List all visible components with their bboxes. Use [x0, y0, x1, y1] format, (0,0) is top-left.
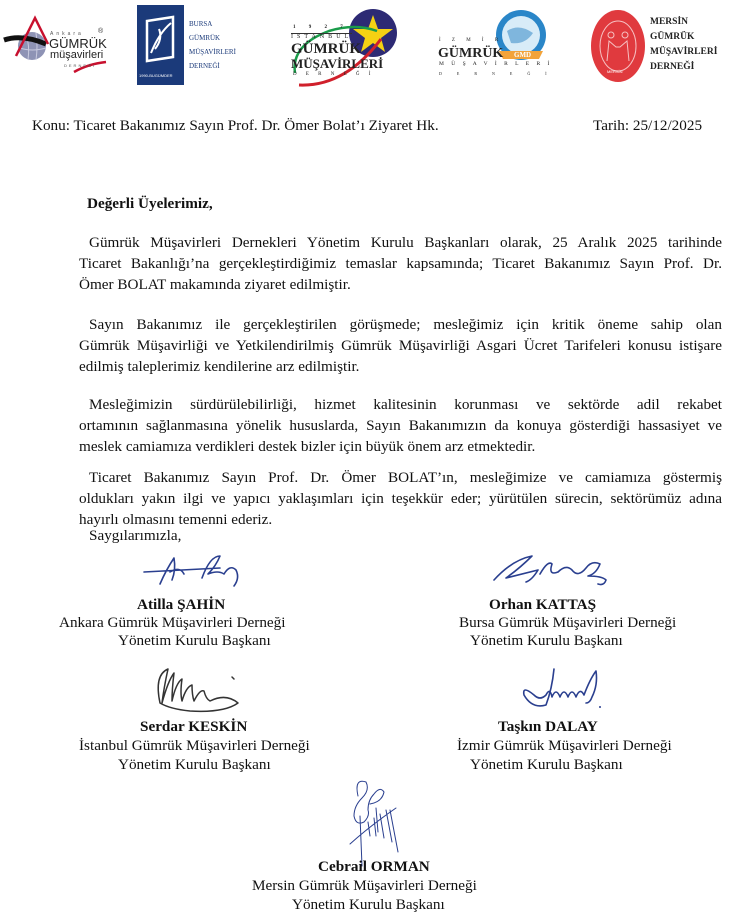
paragraph-4: [79, 467, 722, 530]
mersin-gmd-logo: [588, 5, 718, 87]
istanbul-logo-big: GÜMRÜK: [291, 41, 361, 57]
mersin-seal-icon: [588, 5, 652, 87]
istanbul-logo-city: İSTANBUL: [291, 34, 353, 40]
mersin-logo-line: GÜMRÜK: [650, 32, 695, 42]
signature-cebrail-orman: [340, 776, 420, 866]
paragraph-line: oldukları yakın ilgi ve yapıcı yaklaşımları için teşekkür eder; yürütülen sürecin, sektörümüz adına: [79, 490, 722, 507]
signatory-org: Mersin Gümrük Müşavirleri Derneği: [252, 877, 477, 894]
signatory-org: İzmir Gümrük Müşavirleri Derneği: [457, 737, 672, 754]
izmir-gmd-logo: [435, 5, 555, 87]
bursa-logo-line: MÜŞAVİRLERİ: [189, 48, 236, 56]
istanbul-logo-year: 1 9 2 7: [293, 25, 349, 30]
bursa-logo-box: [137, 5, 184, 85]
signatory-name: Serdar KESKİN: [140, 718, 248, 735]
paragraph-line: Mesleğimizin sürdürülebilirliği, hizmet kalitesinin korunması ve sektörde adil rekabet: [89, 396, 722, 413]
ankara-logo-reg: ®: [98, 28, 104, 35]
paragraph-line: Ticaret Bakanlığı’na gerçekleştirdiğimiz temaslar kapsamında; Ticaret Bakanımız Sayın Prof. Dr.: [79, 255, 722, 272]
istanbul-logo-tiny: D E R N E Ğ İ: [293, 72, 375, 77]
ankara-logo-small: Ankara: [50, 31, 84, 37]
signatory-title: Yönetim Kurulu Başkanı: [118, 756, 271, 773]
signature-taskin-dalay: [514, 665, 614, 715]
closing: Saygılarımızla,: [89, 527, 182, 544]
signatory-title: Yönetim Kurulu Başkanı: [292, 896, 445, 913]
signatory-org: İstanbul Gümrük Müşavirleri Derneği: [79, 737, 310, 754]
signature-atilla-sahin: [140, 550, 260, 590]
signatory-name: Cebrail ORMAN: [318, 858, 430, 875]
paragraph-line: ortamının sağlanmasına yönelik hususlarda, Sayın Bakanımızın da konuya gösterdiği hassasiyet ve: [79, 417, 722, 434]
izmir-logo-big: GÜMRÜK: [438, 46, 504, 61]
paragraph-line: Gümrük Müşavirleri Dernekleri Yönetim Kurulu Başkanları olarak, 25 Aralık 2025 tarihinde: [89, 234, 722, 251]
istanbul-gmd-logo: [285, 5, 405, 87]
izmir-logo-city: İ Z M İ R: [439, 38, 504, 43]
paragraph-line: Ömer BOLAT makamında ziyaret edilmiştir.: [79, 276, 351, 293]
istanbul-logo-mid: MÜŞAVİRLERİ: [291, 56, 384, 71]
paragraph-line: hayırlı olmasını temenni ederiz.: [79, 511, 273, 528]
paragraph-3: [79, 394, 722, 457]
bursa-logo-line: DERNEĞİ: [189, 62, 220, 70]
signatory-title: Yönetim Kurulu Başkanı: [470, 756, 623, 773]
signatory-name: Orhan KATTAŞ: [489, 596, 597, 613]
ankara-logo-tiny: DERNEĞİ: [64, 63, 97, 68]
mersin-logo-line: DERNEĞİ: [650, 62, 695, 72]
mersin-logo-line: MERSİN: [650, 17, 689, 27]
bursa-logo-caption: 1990-BUGÜMDER: [139, 73, 173, 78]
paragraph-1: [79, 232, 722, 295]
paragraph-2: [79, 314, 722, 377]
bursa-logo-line: GÜMRÜK: [189, 34, 221, 42]
izmir-logo-badge: GMD: [514, 51, 532, 59]
signature-serdar-keskin: [150, 663, 260, 715]
signatory-title: Yönetim Kurulu Başkanı: [470, 632, 623, 649]
paragraph-line: edilmiş taleplerimiz kendilerine arz edilmiştir.: [79, 358, 360, 375]
signatory-title: Yönetim Kurulu Başkanı: [118, 632, 271, 649]
bursa-gmd-logo: [137, 5, 237, 87]
ankara-logo-mid: müşavirleri: [50, 49, 104, 61]
bursa-logo-line: BURSA: [189, 20, 213, 28]
signatory-org: Bursa Gümrük Müşavirleri Derneği: [459, 614, 677, 631]
signatory-name: Taşkın DALAY: [498, 718, 598, 735]
paragraph-line: meslek camiamıza verdikleri destek bizler için büyük önem arz etmektedir.: [79, 438, 536, 455]
signatory-name: Atilla ŞAHİN: [137, 596, 226, 613]
subject-line: Konu: Ticaret Bakanımız Sayın Prof. Dr. Ömer Bolat’ı Ziyaret Hk.: [32, 117, 439, 134]
paragraph-line: Ticaret Bakanımız Sayın Prof. Dr. Ömer BOLAT’ın, mesleğimize ve camiamıza göstermiş: [89, 469, 722, 486]
date-line: Tarih: 25/12/2025: [593, 117, 703, 134]
paragraph-line: Gümrük Müşavirliği ve Yetkilendirilmiş Gümrük Müşavirliği Asgari Ücret Tarifeleri konusu istişare: [79, 337, 722, 354]
signature-orhan-kattas: [492, 550, 622, 590]
signatory-org: Ankara Gümrük Müşavirleri Derneği: [59, 614, 286, 631]
ankara-gmd-logo: [2, 14, 120, 74]
paragraph-line: Sayın Bakanımız ile gerçekleştirilen görüşmede; mesleğimiz için kritik öneme sahip olan: [89, 316, 722, 333]
mersin-logo-line: MÜŞAVİRLERİ: [650, 47, 718, 57]
salutation: Değerli Üyelerimiz,: [87, 195, 213, 212]
izmir-logo-tiny: D E R N E Ğ İ: [439, 71, 554, 76]
izmir-logo-mid: M Ü Ş A V İ R L E R İ: [439, 61, 553, 67]
ankara-logo-big: GÜMRÜK: [49, 36, 107, 51]
mersin-seal-text: MERSİN: [607, 69, 623, 74]
